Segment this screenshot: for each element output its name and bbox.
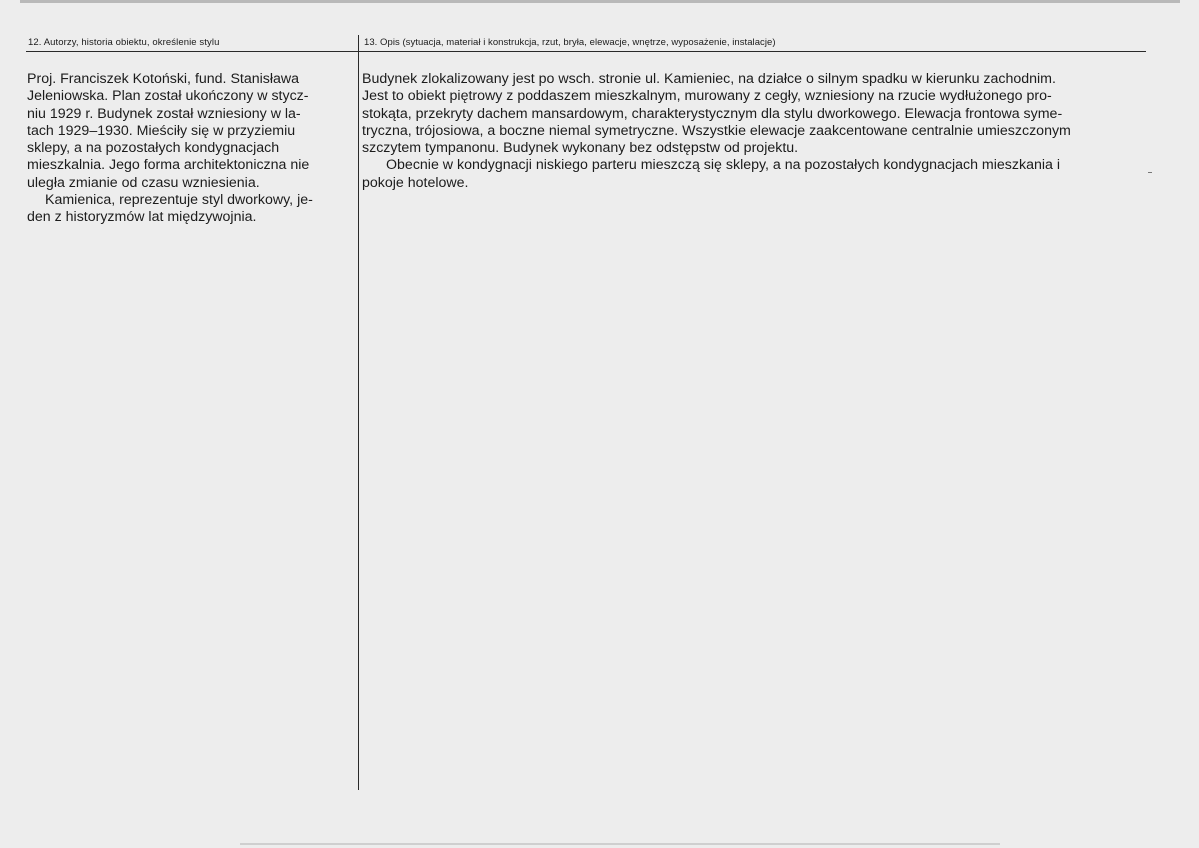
scan-speck xyxy=(1148,172,1152,173)
section-13-header: 13. Opis (sytuacja, materiał i konstrukcja, rzut, bryła, elewacje, wnętrze, wyposażenie, instalacje) xyxy=(364,37,776,48)
body-line: Jest to obiekt piętrowy z poddaszem mieszkalnym, murowany z cegły, wzniesiony na rzucie wydłużonego pro- xyxy=(362,88,1052,105)
section-12-body xyxy=(27,71,339,227)
body-line: Proj. Franciszek Kotoński, fund. Stanisława xyxy=(27,71,300,87)
body-line: uległa zmianie od czasu wzniesienia. xyxy=(27,174,260,191)
body-line: stokąta, przekryty dachem mansardowym, charakterystycznym dla stylu dworkowego. Elewacja frontowa syme- xyxy=(362,105,1063,122)
body-line: szczytem tympanonu. Budynek wykonany bez odstępstw od projektu. xyxy=(362,140,799,157)
body-line: den z historyzmów lat międzywojnia. xyxy=(27,209,257,226)
body-line: mieszkalnia. Jego forma architektoniczna nie xyxy=(27,157,310,174)
body-line: Budynek zlokalizowany jest po wsch. stronie ul. Kamieniec, na działce o silnym spadku w kierunku zachodnim. xyxy=(362,71,1056,87)
section-12-header: 12. Autorzy, historia obiektu, określenie stylu xyxy=(28,37,220,48)
body-line: Obecnie w kondygnacji niskiego parteru mieszczą się sklepy, a na pozostałych kondygnacjach mieszkania i xyxy=(386,157,1060,174)
column-divider xyxy=(358,35,359,790)
section-12-rule xyxy=(26,51,360,52)
scan-bottom-edge xyxy=(240,843,1000,845)
section-13-rule xyxy=(360,51,1146,52)
scan-top-edge xyxy=(20,0,1180,3)
body-line: tach 1929–1930. Mieściły się w przyziemiu xyxy=(27,122,296,139)
body-line: Jeleniowska. Plan został ukończony w stycz- xyxy=(27,88,309,105)
body-line: niu 1929 r. Budynek został wzniesiony w la- xyxy=(27,105,301,122)
section-13-body xyxy=(362,71,1152,192)
body-line: tryczna, trójosiowa, a boczne niemal symetryczne. Wszystkie elewacje zaakcentowane centralnie umieszczonym xyxy=(362,122,1071,139)
body-line: pokoje hotelowe. xyxy=(362,174,469,191)
body-line: sklepy, a na pozostałych kondygnacjach xyxy=(27,140,280,157)
body-line: Kamienica, reprezentuje styl dworkowy, je- xyxy=(45,192,313,209)
